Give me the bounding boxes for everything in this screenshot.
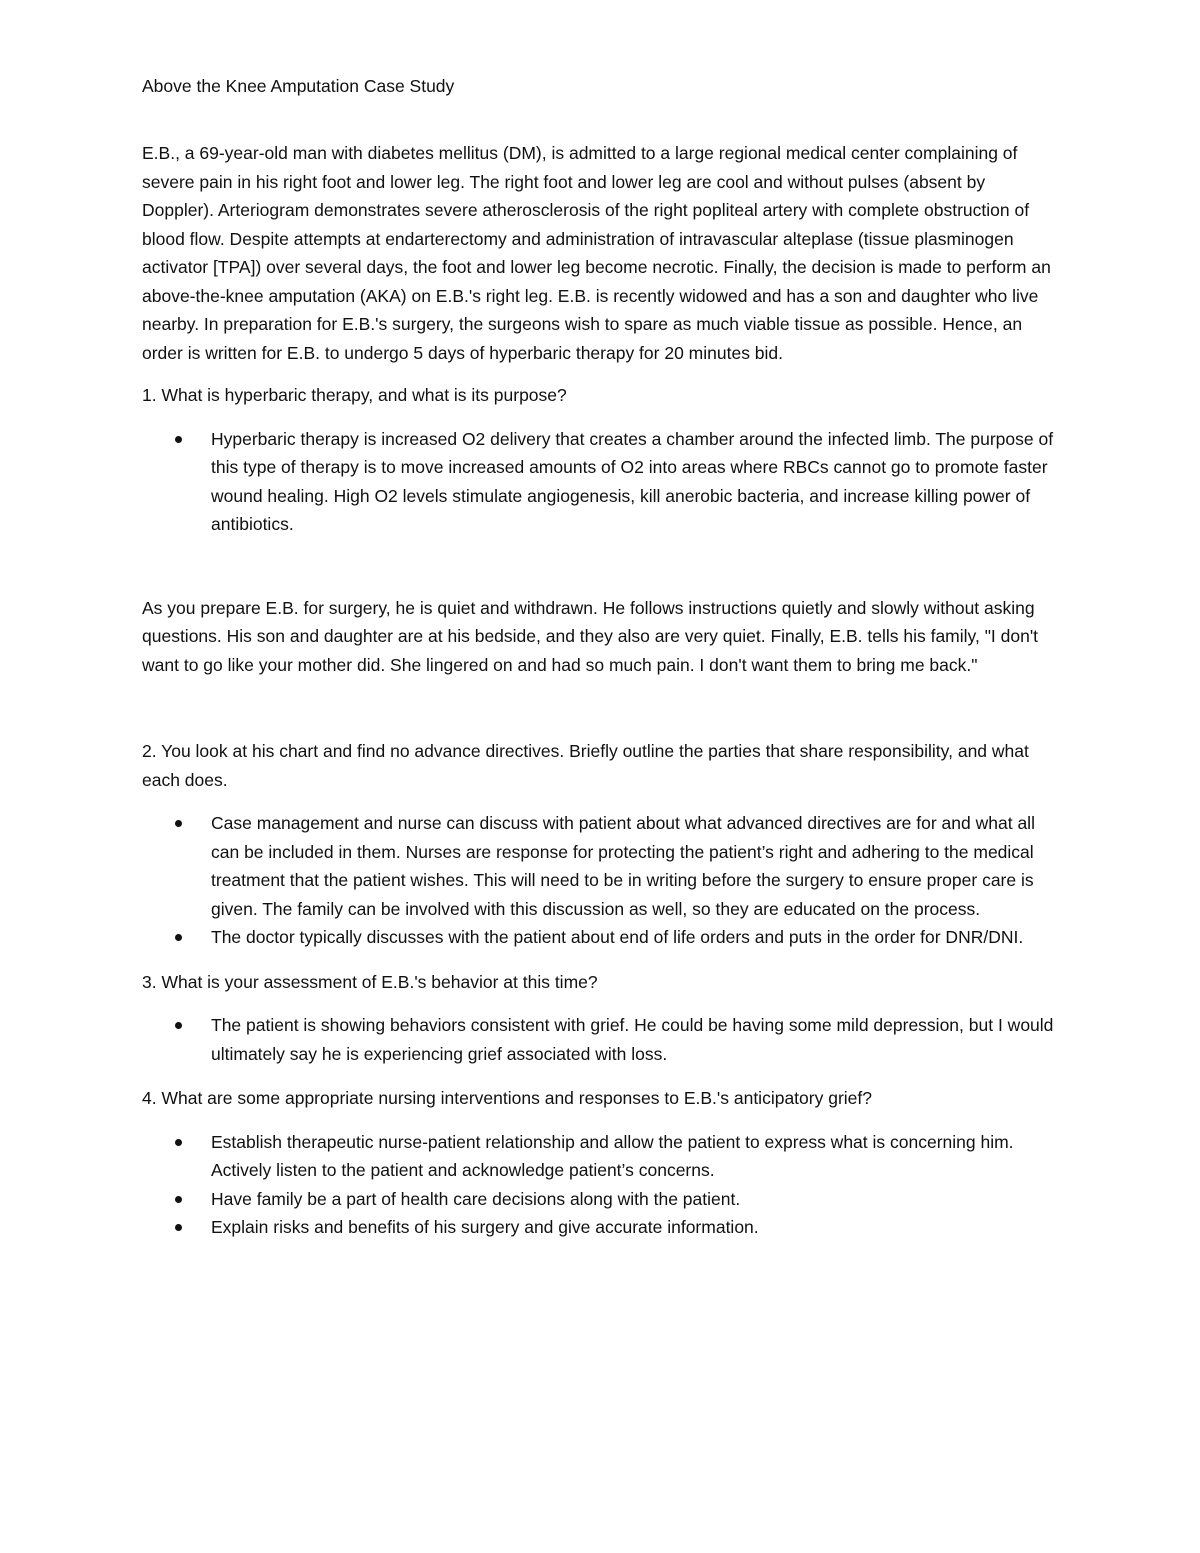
answer-text: Explain risks and benefits of his surgery and give accurate information. — [211, 1217, 759, 1237]
bullet-icon — [175, 436, 182, 443]
answer-text: The patient is showing behaviors consistent with grief. He could be having some mild depression, but I would ultimately say he is experiencing grief associated with loss. — [211, 1015, 1054, 1064]
bullet-icon — [175, 1139, 182, 1146]
answer-list-3 — [142, 1011, 1060, 1068]
bullet-icon — [175, 820, 182, 827]
bullet-icon — [175, 1224, 182, 1231]
list-item — [142, 809, 1060, 923]
list-item — [142, 1128, 1060, 1185]
scenario-paragraph: As you prepare E.B. for surgery, he is quiet and withdrawn. He follows instructions quietly and slowly without asking questions. His son and daughter are at his bedside, and they also are very quiet. Finally, E.B. tells his family, "I don't want to go like your mother did. She lingered on and had so much pain. I don't want them to bring me back." — [142, 597, 1039, 675]
bullet-icon — [175, 1022, 182, 1029]
list-item — [142, 923, 1060, 952]
answer-list-2 — [142, 809, 1060, 952]
list-item — [142, 1185, 1060, 1214]
question-1: 1. What is hyperbaric therapy, and what is its purpose? — [142, 385, 567, 405]
question-4: 4. What are some appropriate nursing interventions and responses to E.B.'s anticipatory grief? — [142, 1088, 872, 1108]
question-2: 2. You look at his chart and find no advance directives. Briefly outline the parties that share responsibility, and what each does. — [142, 741, 1029, 790]
bullet-icon — [175, 1196, 182, 1203]
answer-list-4 — [142, 1128, 1060, 1242]
answer-text: Have family be a part of health care decisions along with the patient. — [211, 1188, 741, 1209]
document-title: Above the Knee Amputation Case Study — [142, 76, 455, 96]
answer-text: Establish therapeutic nurse-patient relationship and allow the patient to express what is concerning him. Actively listen to the patient and acknowledge patient’s concerns. — [211, 1131, 1014, 1180]
list-item — [142, 425, 1060, 539]
bullet-icon — [175, 934, 182, 941]
list-item — [142, 1213, 1060, 1242]
intro-paragraph: E.B., a 69-year-old man with diabetes mellitus (DM), is admitted to a large regional medical center complaining of severe pain in his right foot and lower leg. The right foot and lower leg are cool and without pulses (absent by Doppler). Arteriogram demonstrates severe atherosclerosis of the right popliteal artery with complete obstruction of blood flow. Despite attempts at endarterectomy and administration of intravascular alteplase (tissue plasminogen activator [TPA]) over several days, the foot and lower leg become necrotic. Finally, the decision is made to perform an above-the-knee amputation (AKA) on E.B.'s right leg. E.B. is recently widowed and has a son and daughter who live nearby. In preparation for E.B.'s surgery, the surgeons wish to spare as much viable tissue as possible. Hence, an order is written for E.B. to undergo 5 days of hyperbaric therapy for 20 minutes bid. — [142, 143, 1051, 363]
answer-text: Hyperbaric therapy is increased O2 delivery that creates a chamber around the infected limb. The purpose of this type of therapy is to move increased amounts of O2 into areas where RBCs cannot go to promote faster wound healing. High O2 levels stimulate angiogenesis, kill anerobic bacteria, and increase killing power of antibiotics. — [211, 428, 1054, 534]
question-3: 3. What is your assessment of E.B.'s behavior at this time? — [142, 971, 598, 992]
answer-list-1 — [142, 425, 1060, 539]
list-item — [142, 1011, 1060, 1068]
answer-text: Case management and nurse can discuss with patient about what advanced directives are for and what all can be included in them. Nurses are response for protecting the patient’s right and adhering to the medical treatment that the patient wishes. This will need to be in writing before the surgery to ensure proper care is given. The family can be involved with this discussion as well, so they are educated on the process. — [211, 813, 1035, 919]
answer-text: The doctor typically discusses with the patient about end of life orders and puts in the order for DNR/DNI. — [211, 927, 1024, 947]
